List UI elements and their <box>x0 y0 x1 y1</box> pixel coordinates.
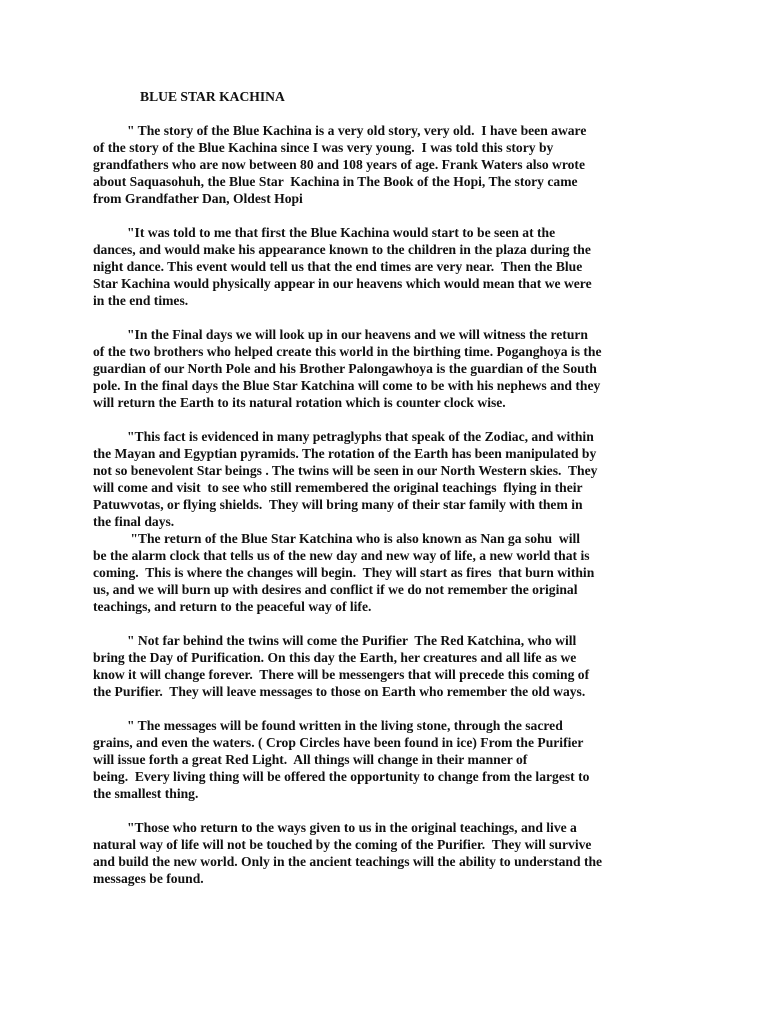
text-line: grandfathers who are now between 80 and 108 years of age. Frank Waters also wrote <box>93 157 585 172</box>
text-line: " The messages will be found written in the living stone, through the sacred <box>93 718 563 733</box>
text-line: guardian of our North Pole and his Brother Palongawhoya is the guardian of the South <box>93 361 597 376</box>
paragraph-7 <box>93 717 675 802</box>
text-line: night dance. This event would tell us that the end times are very near. Then the Blue <box>93 259 583 274</box>
text-line: pole. In the final days the Blue Star Katchina will come to be with his nephews and they <box>93 378 601 393</box>
text-line: the Mayan and Egyptian pyramids. The rotation of the Earth has been manipulated by <box>93 446 597 461</box>
document-title: BLUE STAR KACHINA <box>140 89 285 104</box>
paragraph-8 <box>93 819 675 887</box>
text-line: natural way of life will not be touched by the coming of the Purifier. They will survive <box>93 837 592 852</box>
text-line: the smallest thing. <box>93 786 199 801</box>
paragraph-2 <box>93 224 675 309</box>
paragraph-1 <box>93 122 675 207</box>
paragraph-4 <box>93 428 675 530</box>
text-line: " The story of the Blue Kachina is a very old story, very old. I have been aware <box>93 123 587 138</box>
text-line: bring the Day of Purification. On this day the Earth, her creatures and all life as we <box>93 650 577 665</box>
paragraph-3 <box>93 326 675 411</box>
text-line: "The return of the Blue Star Katchina who is also known as Nan ga sohu will <box>93 531 581 546</box>
text-line: about Saquasohuh, the Blue Star Kachina in The Book of the Hopi, The story came <box>93 174 578 189</box>
text-line: the final days. <box>93 514 175 529</box>
text-line: will issue forth a great Red Light. All things will change in their manner of <box>93 752 528 767</box>
text-line: us, and we will burn up with desires and conflict if we do not remember the original <box>93 582 578 597</box>
text-line: Patuwvotas, or flying shields. They will bring many of their star family with them in <box>93 497 583 512</box>
text-line: of the two brothers who helped create this world in the birthing time. Poganghoya is the <box>93 344 602 359</box>
text-line: grains, and even the waters. ( Crop Circles have been found in ice) From the Purifier <box>93 735 584 750</box>
text-line: dances, and would make his appearance known to the children in the plaza during the <box>93 242 591 257</box>
text-line: will come and visit to see who still remembered the original teachings flying in their <box>93 480 583 495</box>
text-line: the Purifier. They will leave messages to those on Earth who remember the old ways. <box>93 684 586 699</box>
text-line: not so benevolent Star beings . The twins will be seen in our North Western skies. They <box>93 463 598 478</box>
text-line: "It was told to me that first the Blue Kachina would start to be seen at the <box>93 225 556 240</box>
paragraph-5 <box>93 530 675 615</box>
text-line: "In the Final days we will look up in our heavens and we will witness the return <box>93 327 588 342</box>
document-page <box>93 88 675 887</box>
text-line: be the alarm clock that tells us of the new day and new way of life, a new world that is <box>93 548 590 563</box>
text-line: from Grandfather Dan, Oldest Hopi <box>93 191 303 206</box>
text-line: "This fact is evidenced in many petraglyphs that speak of the Zodiac, and within <box>93 429 594 444</box>
text-line: coming. This is where the changes will begin. They will start as fires that burn within <box>93 565 595 580</box>
text-line: being. Every living thing will be offered the opportunity to change from the largest to <box>93 769 590 784</box>
text-line: and build the new world. Only in the ancient teachings will the ability to understand the <box>93 854 603 869</box>
text-line: will return the Earth to its natural rotation which is counter clock wise. <box>93 395 506 410</box>
text-line: Star Kachina would physically appear in our heavens which would mean that we were <box>93 276 592 291</box>
text-line: "Those who return to the ways given to us in the original teachings, and live a <box>93 820 577 835</box>
text-line: teachings, and return to the peaceful way of life. <box>93 599 372 614</box>
text-line: of the story of the Blue Kachina since I was very young. I was told this story by <box>93 140 554 155</box>
text-line: messages be found. <box>93 871 204 886</box>
paragraph-6 <box>93 632 675 700</box>
text-line: " Not far behind the twins will come the Purifier The Red Katchina, who will <box>93 633 577 648</box>
text-line: know it will change forever. There will be messengers that will precede this coming of <box>93 667 590 682</box>
text-line: in the end times. <box>93 293 189 308</box>
